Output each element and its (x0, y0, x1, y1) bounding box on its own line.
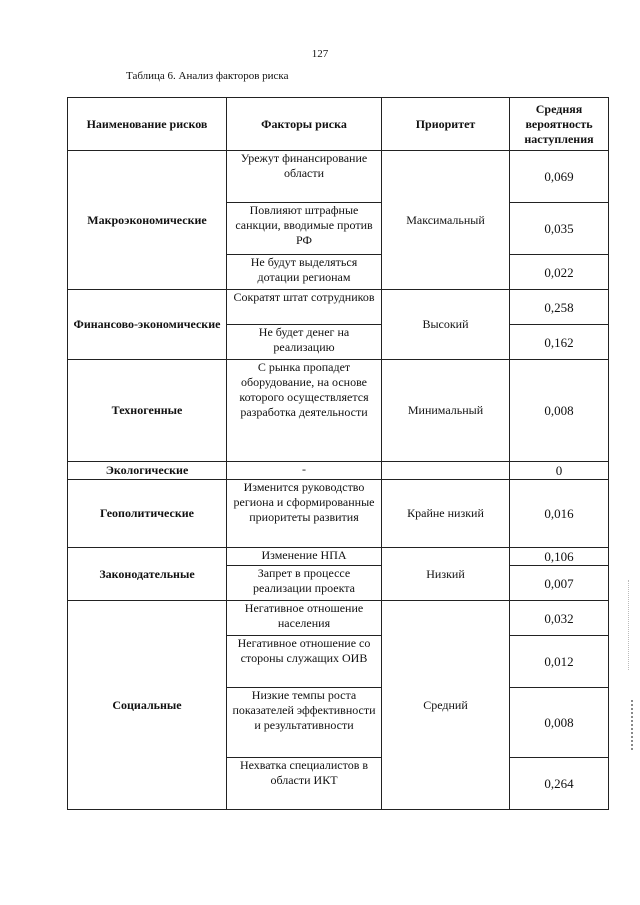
table-row (68, 548, 609, 566)
risk-probability: 0,035 (510, 203, 609, 255)
risk-probability: 0,032 (510, 601, 609, 636)
risk-priority: Высокий (382, 290, 510, 360)
risk-factor: Изменится руководство региона и сформированные приоритеты развития (227, 480, 382, 548)
header-risk-name: Наименование рисков (68, 98, 227, 151)
risk-factor: Повлияют штрафные санкции, вводимые против РФ (227, 203, 382, 255)
table-row (68, 480, 609, 548)
risk-probability: 0,022 (510, 255, 609, 290)
table-row (68, 360, 609, 462)
risk-probability: 0,008 (510, 360, 609, 462)
table-row (68, 462, 609, 480)
table-row (68, 151, 609, 203)
risk-priority: Крайне низкий (382, 480, 510, 548)
risk-name: Геополитические (68, 480, 227, 548)
risk-probability: 0,016 (510, 480, 609, 548)
risk-priority: Средний (382, 601, 510, 810)
risk-probability: 0,069 (510, 151, 609, 203)
risk-factor: Нехватка специалистов в области ИКТ (227, 758, 382, 810)
risk-factor: Низкие темпы роста показателей эффективности и результативности (227, 688, 382, 758)
risk-factor: Урежут финансирование области (227, 151, 382, 203)
risk-probability: 0,162 (510, 325, 609, 360)
risk-name: Экологические (68, 462, 227, 480)
header-risk-factors: Факторы риска (227, 98, 382, 151)
risk-probability: 0,258 (510, 290, 609, 325)
risk-name: Макроэкономические (68, 151, 227, 290)
table-row (68, 601, 609, 636)
risk-priority: Минимальный (382, 360, 510, 462)
risk-name: Законодательные (68, 548, 227, 601)
risk-probability: 0,007 (510, 566, 609, 601)
table-caption: Таблица 6. Анализ факторов риска (126, 70, 289, 82)
scan-edge-mark (631, 700, 636, 750)
scan-edge-mark (628, 580, 630, 670)
risk-factor: Негативное отношение населения (227, 601, 382, 636)
header-probability: Средняя вероятность наступления (510, 98, 609, 151)
risk-factor: Негативное отношение со стороны служащих ОИВ (227, 636, 382, 688)
risk-probability: 0,008 (510, 688, 609, 758)
risk-factor: Изменение НПА (227, 548, 382, 566)
risk-factor: Запрет в процессе реализации проекта (227, 566, 382, 601)
risk-priority (382, 462, 510, 480)
risk-name: Финансово-экономические (68, 290, 227, 360)
risk-priority: Низкий (382, 548, 510, 601)
header-row (68, 98, 609, 151)
risk-factors-table (67, 97, 609, 810)
risk-factor: Не будет денег на реализацию (227, 325, 382, 360)
risk-name: Социальные (68, 601, 227, 810)
risk-probability: 0,106 (510, 548, 609, 566)
header-priority: Приоритет (382, 98, 510, 151)
risk-priority: Максимальный (382, 151, 510, 290)
risk-factor: С рынка пропадет оборудование, на основе которого осуществляется разработка деятельности (227, 360, 382, 462)
table-row (68, 290, 609, 325)
risk-factor: Сократят штат сотрудников (227, 290, 382, 325)
risk-probability: 0,012 (510, 636, 609, 688)
risk-name: Техногенные (68, 360, 227, 462)
risk-factor: Не будут выделяться дотации регионам (227, 255, 382, 290)
risk-probability: 0 (510, 462, 609, 480)
risk-probability: 0,264 (510, 758, 609, 810)
page-number: 127 (311, 48, 329, 60)
risk-factor: - (227, 462, 382, 480)
